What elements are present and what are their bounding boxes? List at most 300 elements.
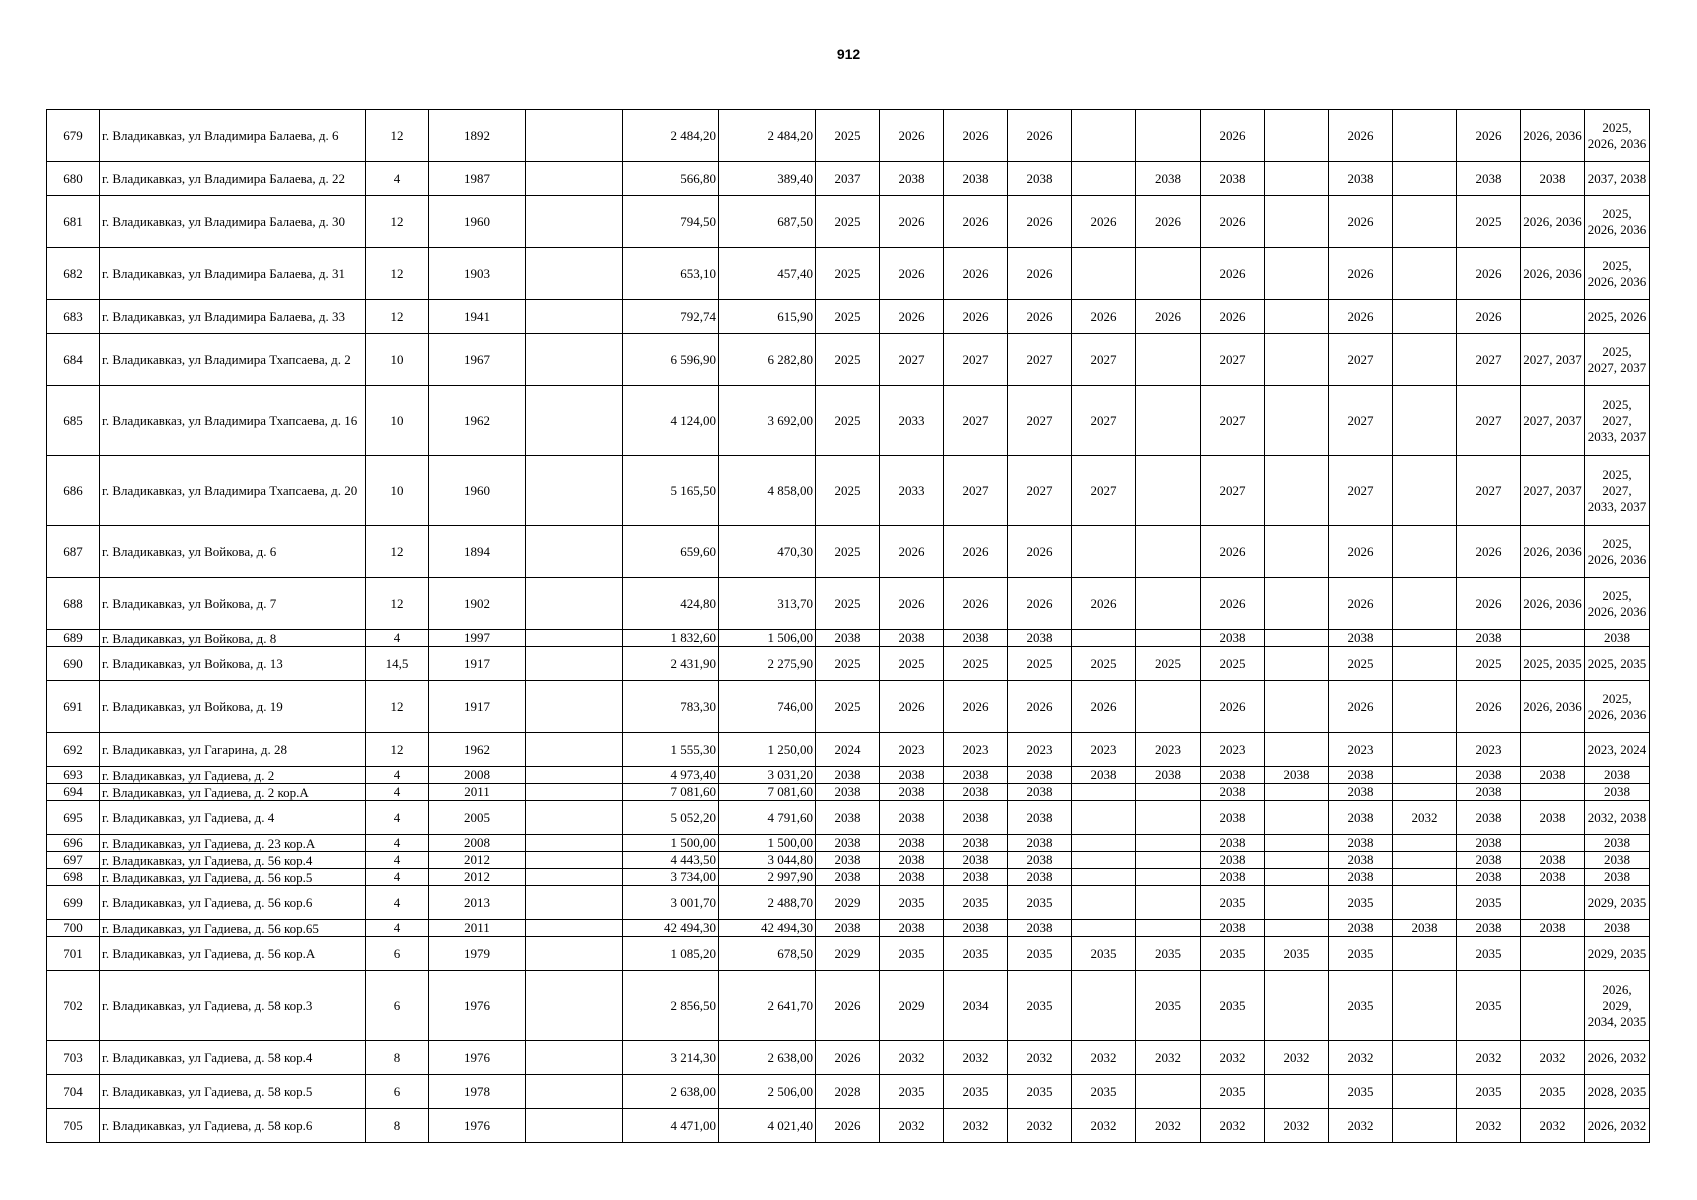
living-area-cell: 2 488,70	[719, 886, 816, 920]
address-cell: г. Владикавказ, ул Владимира Балаева, д. 6	[100, 110, 366, 162]
total-area-cell: 653,10	[623, 248, 719, 300]
year-built-cell: 1962	[429, 386, 526, 456]
total-area-cell: 783,30	[623, 681, 719, 733]
living-area-cell: 1 506,00	[719, 630, 816, 647]
year-built-cell: 1894	[429, 526, 526, 578]
work-year-cell	[1072, 110, 1136, 162]
work-year-cell: 2038	[1521, 767, 1585, 784]
work-year-cell: 2035	[1457, 971, 1521, 1041]
total-area-cell: 4 973,40	[623, 767, 719, 784]
work-year-cell: 2035	[944, 886, 1008, 920]
work-year-cell: 2035	[1136, 971, 1201, 1041]
work-year-cell	[1072, 886, 1136, 920]
work-year-cell: 2026	[1457, 578, 1521, 630]
row-number-cell: 682	[47, 248, 100, 300]
table-row	[47, 526, 1650, 578]
work-year-cell	[1393, 162, 1457, 196]
living-area-cell: 389,40	[719, 162, 816, 196]
work-year-cell	[1072, 162, 1136, 196]
work-year-cell: 2038	[1329, 869, 1393, 886]
work-year-cell: 2024	[816, 733, 880, 767]
living-area-cell: 4 021,40	[719, 1109, 816, 1143]
work-year-cell	[1136, 852, 1201, 869]
address-cell: г. Владикавказ, ул Войкова, д. 19	[100, 681, 366, 733]
summary-years-cell: 2028, 2035	[1585, 1075, 1650, 1109]
work-year-cell	[1393, 300, 1457, 334]
work-year-cell: 2027	[944, 456, 1008, 526]
work-year-cell	[1265, 300, 1329, 334]
work-year-cell: 2023	[880, 733, 944, 767]
work-year-cell: 2026, 2036	[1521, 526, 1585, 578]
work-year-cell: 2028	[816, 1075, 880, 1109]
work-year-cell	[1072, 784, 1136, 801]
work-year-cell	[1393, 886, 1457, 920]
work-year-cell	[1072, 248, 1136, 300]
work-year-cell: 2027	[1008, 456, 1072, 526]
work-year-cell	[1136, 578, 1201, 630]
summary-years-cell: 2025, 2027, 2037	[1585, 334, 1650, 386]
total-area-cell: 2 638,00	[623, 1075, 719, 1109]
work-year-cell: 2026	[1329, 110, 1393, 162]
row-number-cell: 679	[47, 110, 100, 162]
work-year-cell: 2038	[816, 801, 880, 835]
row-number-cell: 693	[47, 767, 100, 784]
work-year-cell	[1072, 630, 1136, 647]
address-cell: г. Владикавказ, ул Войкова, д. 7	[100, 578, 366, 630]
living-area-cell: 678,50	[719, 937, 816, 971]
work-year-cell: 2026	[1457, 526, 1521, 578]
work-year-cell: 2023	[1457, 733, 1521, 767]
work-year-cell: 2023	[1329, 733, 1393, 767]
work-year-cell: 2027, 2037	[1521, 334, 1585, 386]
work-year-cell: 2027, 2037	[1521, 456, 1585, 526]
work-year-cell: 2038	[1457, 630, 1521, 647]
summary-years-cell: 2025, 2026	[1585, 300, 1650, 334]
work-year-cell: 2038	[1329, 162, 1393, 196]
table-row	[47, 1075, 1650, 1109]
floors-cell: 6	[366, 937, 429, 971]
total-area-cell: 3 001,70	[623, 886, 719, 920]
row-number-cell: 696	[47, 835, 100, 852]
work-year-cell: 2026	[944, 110, 1008, 162]
table-row	[47, 630, 1650, 647]
work-year-cell: 2038	[1008, 835, 1072, 852]
work-year-cell: 2026	[1201, 110, 1265, 162]
table-row	[47, 386, 1650, 456]
work-year-cell: 2035	[944, 937, 1008, 971]
work-year-cell: 2038	[1008, 784, 1072, 801]
summary-years-cell: 2023, 2024	[1585, 733, 1650, 767]
work-year-cell: 2035	[1329, 1075, 1393, 1109]
summary-years-cell: 2038	[1585, 767, 1650, 784]
work-year-cell: 2038	[944, 162, 1008, 196]
work-year-cell: 2033	[880, 386, 944, 456]
work-year-cell: 2027	[1008, 334, 1072, 386]
summary-years-cell: 2025, 2027, 2033, 2037	[1585, 456, 1650, 526]
work-year-cell: 2025	[1329, 647, 1393, 681]
row-number-cell: 702	[47, 971, 100, 1041]
work-year-cell: 2035	[944, 1075, 1008, 1109]
table-row	[47, 886, 1650, 920]
work-year-cell	[1393, 196, 1457, 248]
work-year-cell: 2023	[1008, 733, 1072, 767]
work-year-cell	[1136, 681, 1201, 733]
address-cell: г. Владикавказ, ул Владимира Балаева, д. 22	[100, 162, 366, 196]
row-number-cell: 695	[47, 801, 100, 835]
work-year-cell: 2032	[1008, 1109, 1072, 1143]
table-row	[47, 733, 1650, 767]
floors-cell: 10	[366, 334, 429, 386]
empty-cell	[526, 162, 623, 196]
empty-cell	[526, 456, 623, 526]
living-area-cell: 4 791,60	[719, 801, 816, 835]
empty-cell	[526, 647, 623, 681]
summary-years-cell: 2029, 2035	[1585, 886, 1650, 920]
work-year-cell: 2027	[944, 334, 1008, 386]
empty-cell	[526, 767, 623, 784]
work-year-cell: 2026	[944, 526, 1008, 578]
table-row	[47, 647, 1650, 681]
work-year-cell: 2025	[1457, 196, 1521, 248]
summary-years-cell: 2025, 2026, 2036	[1585, 681, 1650, 733]
row-number-cell: 694	[47, 784, 100, 801]
total-area-cell: 4 124,00	[623, 386, 719, 456]
table-row	[47, 920, 1650, 937]
year-built-cell: 1892	[429, 110, 526, 162]
work-year-cell: 2026	[1008, 248, 1072, 300]
work-year-cell: 2038	[944, 852, 1008, 869]
total-area-cell: 3 734,00	[623, 869, 719, 886]
work-year-cell: 2029	[880, 971, 944, 1041]
summary-years-cell: 2026, 2032	[1585, 1109, 1650, 1143]
floors-cell: 4	[366, 835, 429, 852]
work-year-cell: 2038	[944, 920, 1008, 937]
work-year-cell	[1136, 248, 1201, 300]
work-year-cell: 2026	[1008, 578, 1072, 630]
floors-cell: 8	[366, 1109, 429, 1143]
work-year-cell: 2025	[816, 334, 880, 386]
empty-cell	[526, 300, 623, 334]
work-year-cell	[1136, 386, 1201, 456]
work-year-cell	[1393, 733, 1457, 767]
work-year-cell: 2025, 2035	[1521, 647, 1585, 681]
work-year-cell: 2038	[816, 852, 880, 869]
total-area-cell: 566,80	[623, 162, 719, 196]
address-cell: г. Владикавказ, ул Гадиева, д. 23 кор.А	[100, 835, 366, 852]
empty-cell	[526, 196, 623, 248]
address-cell: г. Владикавказ, ул Гадиева, д. 56 кор.5	[100, 869, 366, 886]
work-year-cell	[1072, 971, 1136, 1041]
work-year-cell: 2026	[880, 110, 944, 162]
floors-cell: 4	[366, 869, 429, 886]
living-area-cell: 2 275,90	[719, 647, 816, 681]
work-year-cell: 2038	[1329, 920, 1393, 937]
work-year-cell: 2026	[1008, 526, 1072, 578]
work-year-cell: 2026	[816, 1109, 880, 1143]
total-area-cell: 794,50	[623, 196, 719, 248]
work-year-cell: 2038	[1329, 852, 1393, 869]
empty-cell	[526, 526, 623, 578]
empty-cell	[526, 110, 623, 162]
work-year-cell: 2032	[944, 1041, 1008, 1075]
work-year-cell	[1265, 784, 1329, 801]
work-year-cell: 2035	[1329, 971, 1393, 1041]
work-year-cell	[1521, 300, 1585, 334]
living-area-cell: 7 081,60	[719, 784, 816, 801]
work-year-cell: 2038	[880, 869, 944, 886]
year-built-cell: 2013	[429, 886, 526, 920]
work-year-cell: 2035	[1457, 937, 1521, 971]
summary-years-cell: 2025, 2026, 2036	[1585, 248, 1650, 300]
floors-cell: 4	[366, 162, 429, 196]
work-year-cell: 2026	[1136, 196, 1201, 248]
work-year-cell: 2037	[816, 162, 880, 196]
work-year-cell: 2035	[1072, 937, 1136, 971]
work-year-cell: 2026	[1457, 681, 1521, 733]
work-year-cell	[1072, 526, 1136, 578]
work-year-cell: 2038	[1265, 767, 1329, 784]
work-year-cell: 2025	[1201, 647, 1265, 681]
year-built-cell: 1976	[429, 1109, 526, 1143]
work-year-cell	[1393, 386, 1457, 456]
work-year-cell: 2025	[1008, 647, 1072, 681]
work-year-cell: 2026	[1201, 526, 1265, 578]
work-year-cell: 2038	[944, 767, 1008, 784]
summary-years-cell: 2025, 2027, 2033, 2037	[1585, 386, 1650, 456]
year-built-cell: 2005	[429, 801, 526, 835]
living-area-cell: 6 282,80	[719, 334, 816, 386]
work-year-cell: 2032	[1521, 1041, 1585, 1075]
work-year-cell: 2038	[1457, 835, 1521, 852]
total-area-cell: 2 431,90	[623, 647, 719, 681]
address-cell: г. Владикавказ, ул Владимира Балаева, д. 33	[100, 300, 366, 334]
work-year-cell: 2026	[1329, 681, 1393, 733]
work-year-cell: 2038	[1521, 801, 1585, 835]
living-area-cell: 2 641,70	[719, 971, 816, 1041]
work-year-cell: 2035	[1521, 1075, 1585, 1109]
work-year-cell: 2035	[1008, 971, 1072, 1041]
work-year-cell: 2038	[1521, 852, 1585, 869]
work-year-cell: 2026, 2036	[1521, 681, 1585, 733]
empty-cell	[526, 334, 623, 386]
summary-years-cell: 2026, 2032	[1585, 1041, 1650, 1075]
work-year-cell: 2038	[1457, 852, 1521, 869]
row-number-cell: 683	[47, 300, 100, 334]
work-year-cell: 2038	[1201, 835, 1265, 852]
address-cell: г. Владикавказ, ул Гадиева, д. 56 кор.4	[100, 852, 366, 869]
empty-cell	[526, 1075, 623, 1109]
living-area-cell: 3 044,80	[719, 852, 816, 869]
total-area-cell: 5 052,20	[623, 801, 719, 835]
address-cell: г. Владикавказ, ул Гадиева, д. 58 кор.5	[100, 1075, 366, 1109]
address-cell: г. Владикавказ, ул Войкова, д. 8	[100, 630, 366, 647]
work-year-cell: 2038	[1201, 162, 1265, 196]
living-area-cell: 746,00	[719, 681, 816, 733]
work-year-cell: 2035	[880, 937, 944, 971]
living-area-cell: 313,70	[719, 578, 816, 630]
address-cell: г. Владикавказ, ул Владимира Балаева, д. 30	[100, 196, 366, 248]
work-year-cell	[1393, 647, 1457, 681]
table-row	[47, 869, 1650, 886]
work-year-cell: 2032	[1457, 1109, 1521, 1143]
total-area-cell: 5 165,50	[623, 456, 719, 526]
work-year-cell: 2027	[1201, 386, 1265, 456]
work-year-cell	[1393, 869, 1457, 886]
living-area-cell: 470,30	[719, 526, 816, 578]
housing-registry-table	[46, 109, 1650, 1143]
work-year-cell: 2025	[816, 456, 880, 526]
year-built-cell: 2008	[429, 835, 526, 852]
table-row	[47, 334, 1650, 386]
work-year-cell	[1393, 767, 1457, 784]
address-cell: г. Владикавказ, ул Гадиева, д. 56 кор.А	[100, 937, 366, 971]
floors-cell: 12	[366, 526, 429, 578]
work-year-cell: 2035	[1457, 886, 1521, 920]
floors-cell: 12	[366, 733, 429, 767]
work-year-cell	[1136, 784, 1201, 801]
work-year-cell: 2038	[1521, 869, 1585, 886]
work-year-cell	[1393, 852, 1457, 869]
total-area-cell: 1 085,20	[623, 937, 719, 971]
work-year-cell: 2026	[880, 526, 944, 578]
address-cell: г. Владикавказ, ул Владимира Балаева, д. 31	[100, 248, 366, 300]
row-number-cell: 690	[47, 647, 100, 681]
work-year-cell: 2038	[880, 784, 944, 801]
work-year-cell: 2026	[1072, 300, 1136, 334]
work-year-cell: 2026	[1329, 248, 1393, 300]
work-year-cell: 2038	[1201, 920, 1265, 937]
work-year-cell: 2038	[880, 162, 944, 196]
work-year-cell: 2027	[1329, 386, 1393, 456]
work-year-cell: 2032	[1008, 1041, 1072, 1075]
work-year-cell: 2032	[1329, 1109, 1393, 1143]
work-year-cell: 2025	[816, 647, 880, 681]
table-row	[47, 852, 1650, 869]
table-row	[47, 1109, 1650, 1143]
work-year-cell: 2027	[1072, 334, 1136, 386]
empty-cell	[526, 784, 623, 801]
empty-cell	[526, 386, 623, 456]
year-built-cell: 1903	[429, 248, 526, 300]
work-year-cell	[1265, 456, 1329, 526]
work-year-cell: 2038	[880, 835, 944, 852]
work-year-cell: 2026	[1072, 196, 1136, 248]
address-cell: г. Владикавказ, ул Гадиева, д. 4	[100, 801, 366, 835]
work-year-cell: 2027	[1457, 456, 1521, 526]
work-year-cell: 2038	[1457, 801, 1521, 835]
work-year-cell: 2032	[1136, 1041, 1201, 1075]
total-area-cell: 6 596,90	[623, 334, 719, 386]
empty-cell	[526, 937, 623, 971]
empty-cell	[526, 1041, 623, 1075]
living-area-cell: 457,40	[719, 248, 816, 300]
table-row	[47, 1041, 1650, 1075]
address-cell: г. Владикавказ, ул Владимира Тхапсаева, д. 20	[100, 456, 366, 526]
work-year-cell: 2032	[880, 1041, 944, 1075]
row-number-cell: 680	[47, 162, 100, 196]
summary-years-cell: 2038	[1585, 869, 1650, 886]
row-number-cell: 704	[47, 1075, 100, 1109]
total-area-cell: 424,80	[623, 578, 719, 630]
work-year-cell: 2038	[1136, 162, 1201, 196]
work-year-cell	[1265, 386, 1329, 456]
work-year-cell: 2038	[1201, 852, 1265, 869]
total-area-cell: 1 555,30	[623, 733, 719, 767]
work-year-cell	[1265, 162, 1329, 196]
table-row	[47, 767, 1650, 784]
work-year-cell	[1521, 835, 1585, 852]
work-year-cell	[1136, 920, 1201, 937]
address-cell: г. Владикавказ, ул Войкова, д. 6	[100, 526, 366, 578]
summary-years-cell: 2025, 2026, 2036	[1585, 526, 1650, 578]
row-number-cell: 687	[47, 526, 100, 578]
work-year-cell: 2025	[1457, 647, 1521, 681]
work-year-cell: 2034	[944, 971, 1008, 1041]
work-year-cell: 2032	[944, 1109, 1008, 1143]
row-number-cell: 703	[47, 1041, 100, 1075]
work-year-cell: 2023	[1136, 733, 1201, 767]
work-year-cell	[1393, 1109, 1457, 1143]
work-year-cell	[1072, 869, 1136, 886]
year-built-cell: 1941	[429, 300, 526, 334]
work-year-cell: 2038	[1072, 767, 1136, 784]
work-year-cell: 2027	[1201, 456, 1265, 526]
work-year-cell: 2025	[816, 386, 880, 456]
work-year-cell: 2026	[1008, 110, 1072, 162]
work-year-cell: 2026	[944, 578, 1008, 630]
empty-cell	[526, 1109, 623, 1143]
work-year-cell	[1072, 852, 1136, 869]
empty-cell	[526, 835, 623, 852]
floors-cell: 6	[366, 971, 429, 1041]
summary-years-cell: 2038	[1585, 835, 1650, 852]
work-year-cell: 2026	[1201, 196, 1265, 248]
summary-years-cell: 2025, 2026, 2036	[1585, 578, 1650, 630]
work-year-cell	[1265, 971, 1329, 1041]
work-year-cell: 2032	[880, 1109, 944, 1143]
work-year-cell	[1393, 971, 1457, 1041]
work-year-cell: 2038	[1201, 869, 1265, 886]
work-year-cell: 2038	[1457, 920, 1521, 937]
row-number-cell: 686	[47, 456, 100, 526]
floors-cell: 8	[366, 1041, 429, 1075]
living-area-cell: 1 500,00	[719, 835, 816, 852]
work-year-cell: 2025	[1136, 647, 1201, 681]
year-built-cell: 2012	[429, 869, 526, 886]
floors-cell: 10	[366, 386, 429, 456]
row-number-cell: 692	[47, 733, 100, 767]
table-row	[47, 196, 1650, 248]
floors-cell: 12	[366, 196, 429, 248]
work-year-cell: 2032	[1201, 1109, 1265, 1143]
floors-cell: 6	[366, 1075, 429, 1109]
summary-years-cell: 2029, 2035	[1585, 937, 1650, 971]
work-year-cell: 2032	[1457, 1041, 1521, 1075]
work-year-cell: 2038	[1329, 630, 1393, 647]
table-row	[47, 681, 1650, 733]
work-year-cell: 2035	[1201, 937, 1265, 971]
year-built-cell: 1979	[429, 937, 526, 971]
address-cell: г. Владикавказ, ул Гадиева, д. 56 кор.65	[100, 920, 366, 937]
year-built-cell: 1976	[429, 1041, 526, 1075]
work-year-cell: 2038	[880, 801, 944, 835]
work-year-cell: 2035	[1008, 937, 1072, 971]
summary-years-cell: 2026, 2029, 2034, 2035	[1585, 971, 1650, 1041]
living-area-cell: 1 250,00	[719, 733, 816, 767]
work-year-cell	[1265, 526, 1329, 578]
work-year-cell: 2032	[1072, 1109, 1136, 1143]
year-built-cell: 2012	[429, 852, 526, 869]
